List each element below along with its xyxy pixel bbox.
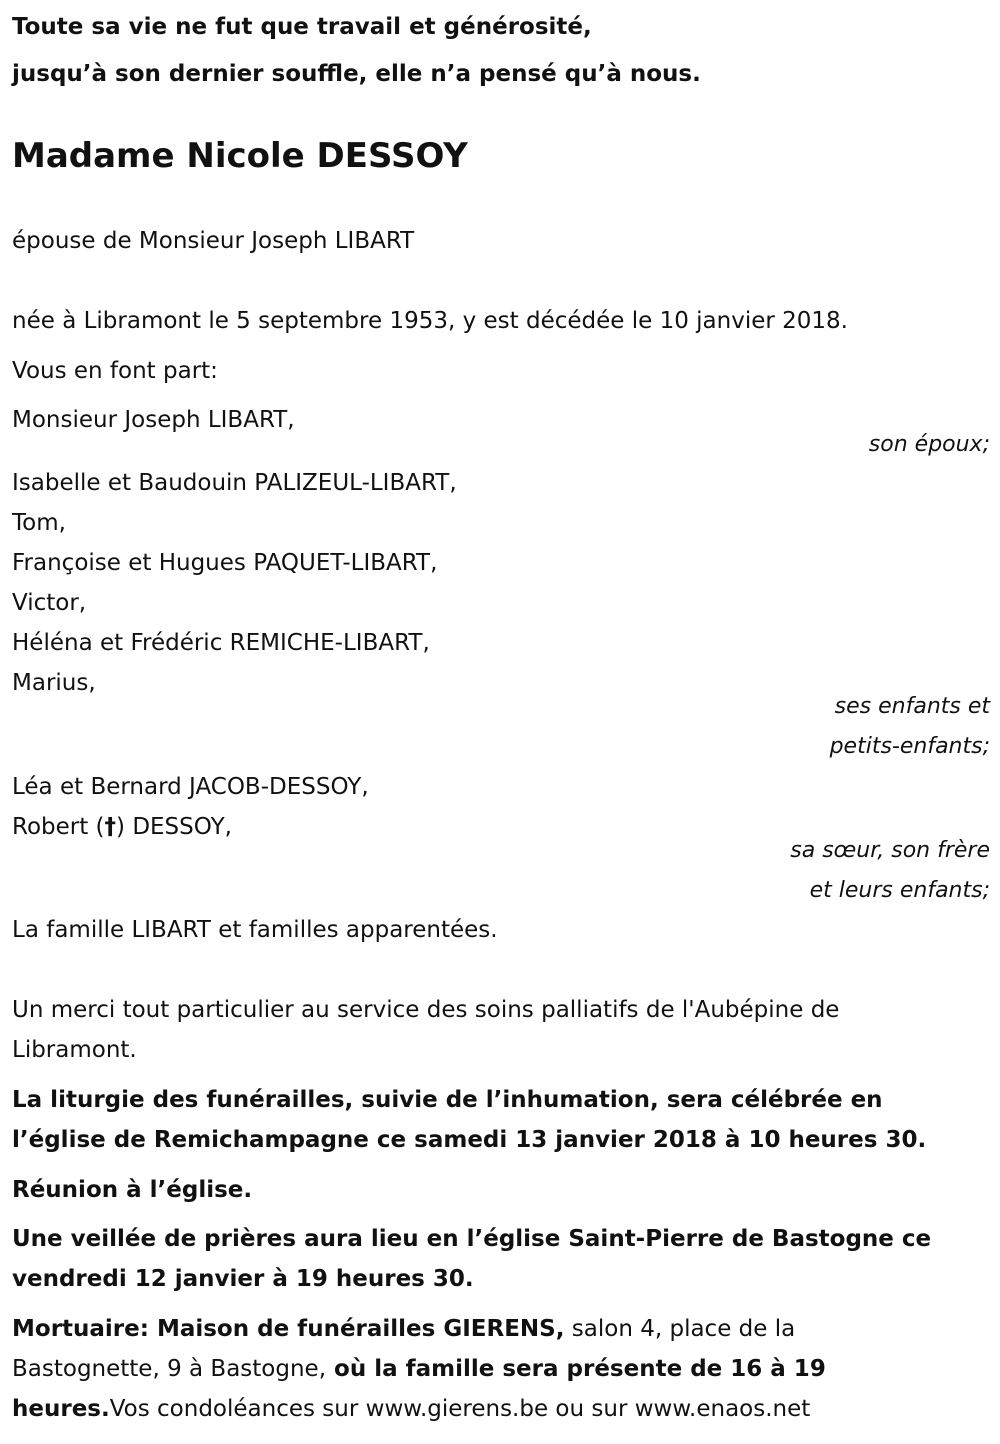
mortuary-line-2 xyxy=(12,1354,826,1384)
sibling-name-end: ) DESSOY, xyxy=(116,814,232,840)
siblings-relation-line-2: et leurs enfants; xyxy=(809,878,990,903)
child-line: Françoise et Hugues PAQUET-LIBART, xyxy=(12,550,438,576)
announcement-intro: Vous en font part: xyxy=(12,358,218,384)
child-line: Victor, xyxy=(12,590,87,616)
sibling-line-2 xyxy=(12,812,232,842)
family-line: La famille LIBART et familles apparentées. xyxy=(12,917,498,943)
thanks-line-2: Libramont. xyxy=(12,1037,137,1063)
mortuary-label: Mortuaire: Maison de funérailles GIERENS, xyxy=(12,1316,565,1342)
mortuary-line-3 xyxy=(12,1394,810,1424)
cross-icon: † xyxy=(104,814,117,840)
children-relation-line-2: petits-enfants; xyxy=(829,734,990,759)
mortuary-address-1: salon 4, place de la xyxy=(564,1316,796,1342)
child-line: Isabelle et Baudouin PALIZEUL-LIBART, xyxy=(12,470,457,496)
mortuary-address-2: Bastognette, 9 à Bastogne, xyxy=(12,1356,327,1382)
sibling-line-1: Léa et Bernard JACOB-DESSOY, xyxy=(12,774,369,800)
child-line: Tom, xyxy=(12,510,66,536)
vigil-line-1: Une veillée de prières aura lieu en l’église Saint-Pierre de Bastogne ce xyxy=(12,1226,932,1252)
child-line: Héléna et Frédéric REMICHE-LIBART, xyxy=(12,630,430,656)
spouse-relation: son époux; xyxy=(868,432,990,457)
condolences-text: Vos condoléances sur www.gierens.be ou sur www.enaos.net xyxy=(109,1396,811,1422)
siblings-relation-line-1: sa sœur, son frère xyxy=(790,838,990,863)
sibling-name-start: Robert ( xyxy=(12,814,105,840)
vigil-line-2: vendredi 12 janvier à 19 heures 30. xyxy=(12,1266,474,1292)
epigraph-line-2: jusqu’à son dernier souffle, elle n’a pensé qu’à nous. xyxy=(12,61,701,87)
epigraph-line-1: Toute sa vie ne fut que travail et générosité, xyxy=(12,14,592,40)
dates-line: née à Libramont le 5 septembre 1953, y est décédée le 10 janvier 2018. xyxy=(12,308,848,334)
spouse-name: Monsieur Joseph LIBART, xyxy=(12,407,295,433)
ceremony-line-1: La liturgie des funérailles, suivie de l’inhumation, sera célébrée en xyxy=(12,1087,883,1113)
mortuary-presence: où la famille sera présente de 16 à 19 xyxy=(326,1356,826,1382)
child-line: Marius, xyxy=(12,670,96,696)
thanks-line-1: Un merci tout particulier au service des soins palliatifs de l'Aubépine de xyxy=(12,997,840,1023)
spouse-line: épouse de Monsieur Joseph LIBART xyxy=(12,228,415,254)
meeting-line: Réunion à l’église. xyxy=(12,1177,253,1203)
deceased-name: Madame Nicole DESSOY xyxy=(12,136,468,176)
mortuary-line-1 xyxy=(12,1314,795,1344)
children-relation-line-1: ses enfants et xyxy=(834,694,990,719)
mortuary-presence-end: heures. xyxy=(12,1396,110,1422)
ceremony-line-2: l’église de Remichampagne ce samedi 13 janvier 2018 à 10 heures 30. xyxy=(12,1127,927,1153)
